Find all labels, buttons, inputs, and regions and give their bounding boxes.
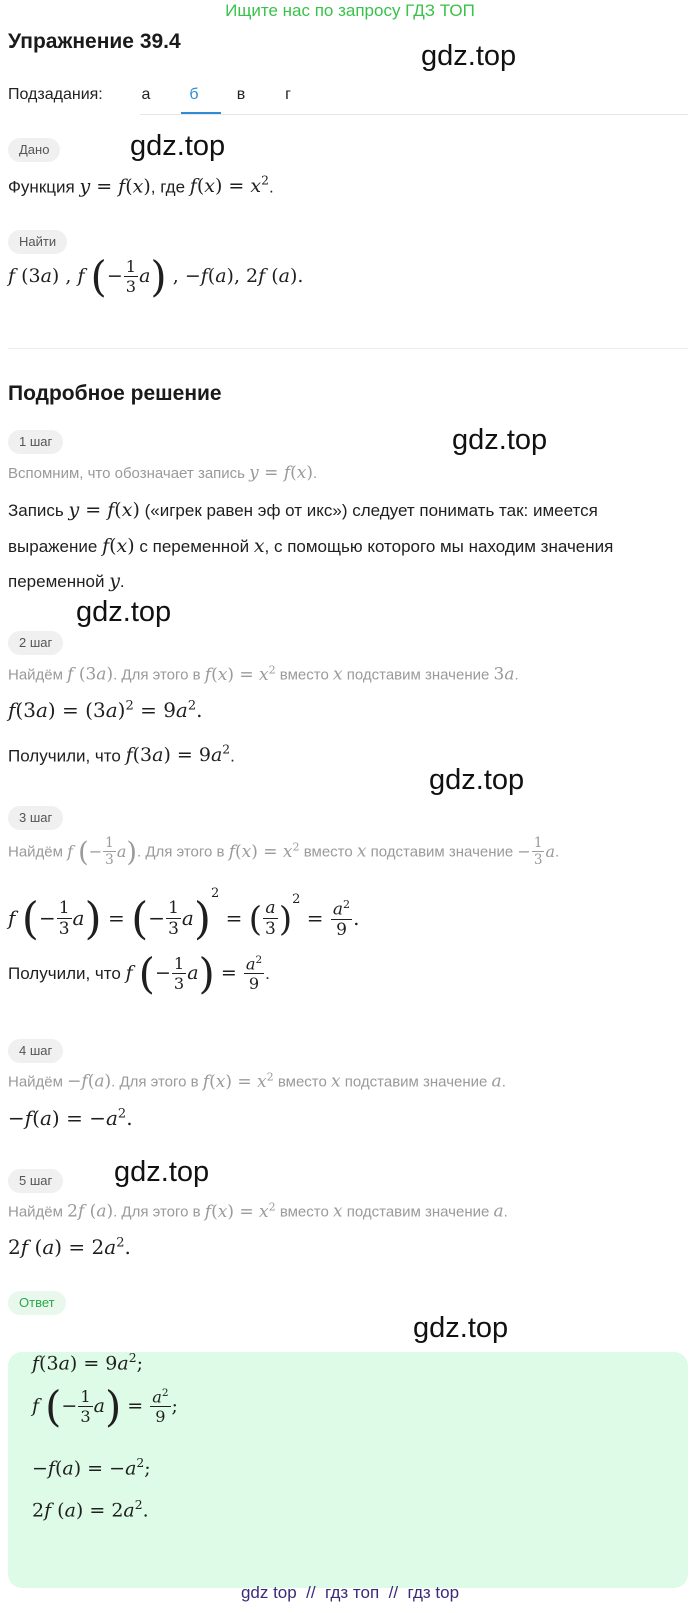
watermark: gdz.top — [429, 764, 525, 796]
solution-title: Подробное решение — [8, 382, 222, 405]
step-5-hint: Найдём 2f (a). Для этого в $f(x) = x^2$ вместо x подставим значение a. — [8, 1200, 508, 1222]
watermark: gdz.top — [76, 596, 172, 628]
step-1-line-3: переменной y. — [8, 570, 125, 592]
step-2-badge: 2 шаг — [8, 631, 63, 655]
tab-b[interactable]: б — [189, 86, 199, 103]
step-3-hint: Найдём f (− $\frac{1}{3}$ a). Для этого в $f(x) = x^2$ вместо x подставим значение − $\frac{1}{3}$ a. — [8, 835, 560, 868]
step-2-hint: Найдём f (3a). Для этого в $f(x) = x^2$ вместо x подставим значение 3a. — [8, 663, 519, 685]
step-1-line-2: выражение f(x) с переменной x, с помощью которого мы находим значения — [8, 535, 614, 557]
answer-line-1: $f(3a) = 9a^2$; — [32, 1351, 143, 1375]
watermark: gdz.top — [114, 1156, 210, 1188]
answer-line-2: f (− $\frac{1}{3}$ a) = $\frac{a^2}{9}$ ; — [32, 1382, 178, 1431]
watermark: gdz.top — [413, 1312, 509, 1344]
step-3-result: Получили, что f (− $\frac{1}{3}$ a) = $\frac{a^2}{9}$ . — [8, 949, 270, 998]
active-tab-indicator — [181, 112, 221, 114]
step-1-line-1: Запись y = f(x) («игрек равен эф от икс») следует понимать так: имеется — [8, 499, 598, 521]
tab-a[interactable]: а — [141, 86, 151, 103]
step-4-formula: $-f(a) = -a^2$. — [8, 1106, 133, 1130]
answer-line-3: $-f(a) = -a^2$; — [32, 1456, 151, 1480]
step-1-badge: 1 шаг — [8, 430, 63, 454]
section-divider — [8, 348, 688, 349]
subtasks-label: Подзадания: — [8, 86, 103, 103]
tabs-divider — [140, 114, 688, 115]
step-5-formula: 2f $(a) = 2a^2$. — [8, 1235, 131, 1259]
find-expression: f (3a) , f (− $\frac{1}{3}$ a) , −f(a), 2f (a). — [8, 252, 304, 301]
step-1-hint: Вспомним, что обозначает запись y = f(x). — [8, 463, 318, 483]
tab-g[interactable]: г — [285, 86, 291, 103]
answer-badge: Ответ — [8, 1291, 66, 1315]
watermark: gdz.top — [452, 424, 548, 456]
step-2-formula: $f(3a) = (3a)^2 = 9a^2$. — [8, 698, 203, 722]
answer-line-4: 2f $(a) = 2a^2$. — [32, 1498, 149, 1522]
given-statement: Функция y = f(x), где $f(x) = x^2$. — [8, 174, 274, 198]
step-5-badge: 5 шаг — [8, 1169, 63, 1193]
step-2-result: Получили, что $f(3a) = 9a^2$. — [8, 743, 235, 767]
find-badge: Найти — [8, 230, 67, 254]
step-4-hint: Найдём −f(a). Для этого в $f(x) = x^2$ вместо x подставим значение a. — [8, 1070, 506, 1092]
step-3-formula: f (− $\frac{1}{3}$ a) = (− $\frac{1}{3}$ a)$^2$ = ( $\frac{a}{3}$ )$^2$ = $\frac{a^2}{9}$ . — [8, 886, 360, 945]
tab-v[interactable]: в — [236, 86, 246, 103]
footer-links[interactable]: gdz top // гдз топ // гдз top — [240, 1583, 460, 1602]
step-3-badge: 3 шаг — [8, 806, 63, 830]
watermark: gdz.top — [130, 130, 226, 162]
page-title: Упражнение 39.4 — [8, 30, 181, 53]
promo-banner: Ищите нас по запросу ГДЗ ТОП — [225, 1, 475, 20]
given-badge: Дано — [8, 138, 60, 162]
step-4-badge: 4 шаг — [8, 1039, 63, 1063]
watermark: gdz.top — [421, 40, 517, 72]
